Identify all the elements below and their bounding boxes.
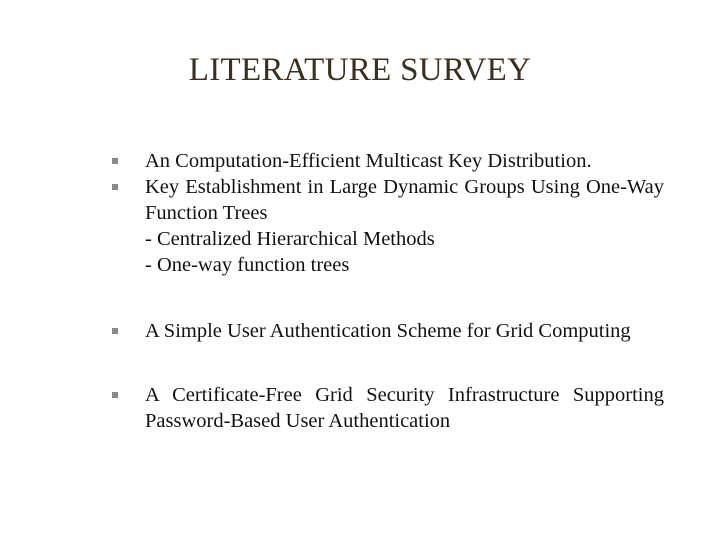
bullet-item <box>112 382 664 434</box>
bullet-text: Key Establishment in Large Dynamic Groups Using One-Way Function Trees <box>145 176 664 224</box>
bullet-subitem: - One-way function trees <box>145 254 350 276</box>
bullet-item <box>112 318 664 344</box>
bullet-item <box>112 174 664 278</box>
square-bullet-icon <box>112 392 118 398</box>
square-bullet-icon <box>112 328 118 334</box>
bullet-list <box>112 148 664 434</box>
bullet-item <box>112 148 664 174</box>
bullet-subitem: - Centralized Hierarchical Methods <box>145 228 435 250</box>
bullet-text: A Simple User Authentication Scheme for Grid Computing <box>145 320 631 342</box>
square-bullet-icon <box>112 158 118 164</box>
bullet-text: An Computation-Efficient Multicast Key Distribution. <box>145 150 592 172</box>
bullet-text: A Certificate-Free Grid Security Infrastructure Supporting Password-Based User Authentication <box>145 384 664 432</box>
slide-title: LITERATURE SURVEY <box>188 52 532 88</box>
square-bullet-icon <box>112 184 118 190</box>
